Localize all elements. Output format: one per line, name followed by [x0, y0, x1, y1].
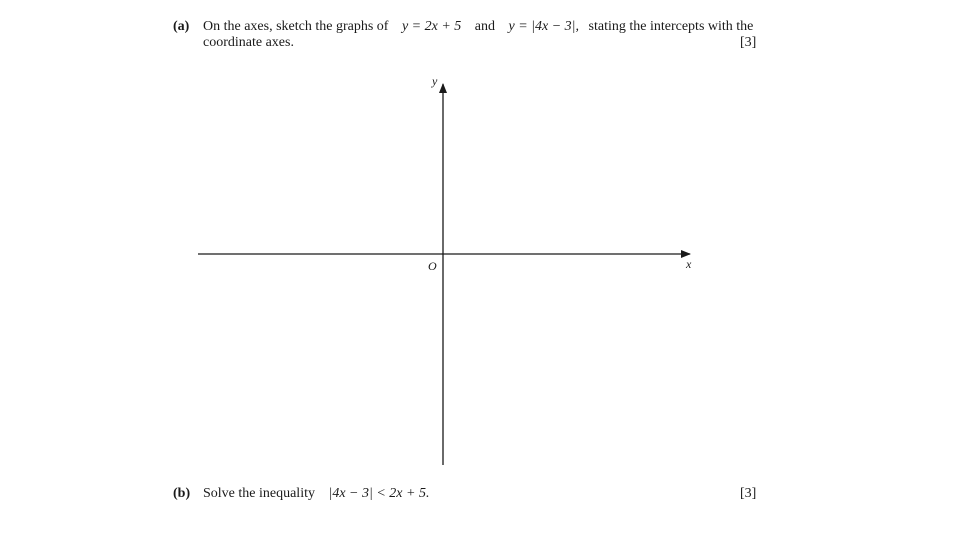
part-a-suffix: stating the intercepts with the — [588, 19, 754, 34]
equation-abs: y = |4x − 3|, — [508, 19, 580, 34]
part-a-prefix: On the axes, sketch the graphs of — [203, 19, 389, 34]
part-a-marks: [3] — [740, 35, 757, 50]
part-b-label: (b) — [173, 486, 191, 501]
part-b-marks: [3] — [740, 486, 757, 501]
part-a-label: (a) — [173, 19, 190, 34]
and-word: and — [474, 19, 495, 34]
part-b-question — [203, 486, 429, 502]
x-axis-label: x — [686, 257, 692, 271]
equation-line: y = 2x + 5 — [401, 19, 462, 34]
inequality: |4x − 3| < 2x + 5. — [328, 486, 430, 501]
part-b-prefix: Solve the inequality — [203, 486, 315, 501]
y-axis-label: y — [432, 74, 438, 88]
part-a-question-line2: coordinate axes. — [203, 35, 294, 50]
origin-label: O — [428, 259, 437, 273]
